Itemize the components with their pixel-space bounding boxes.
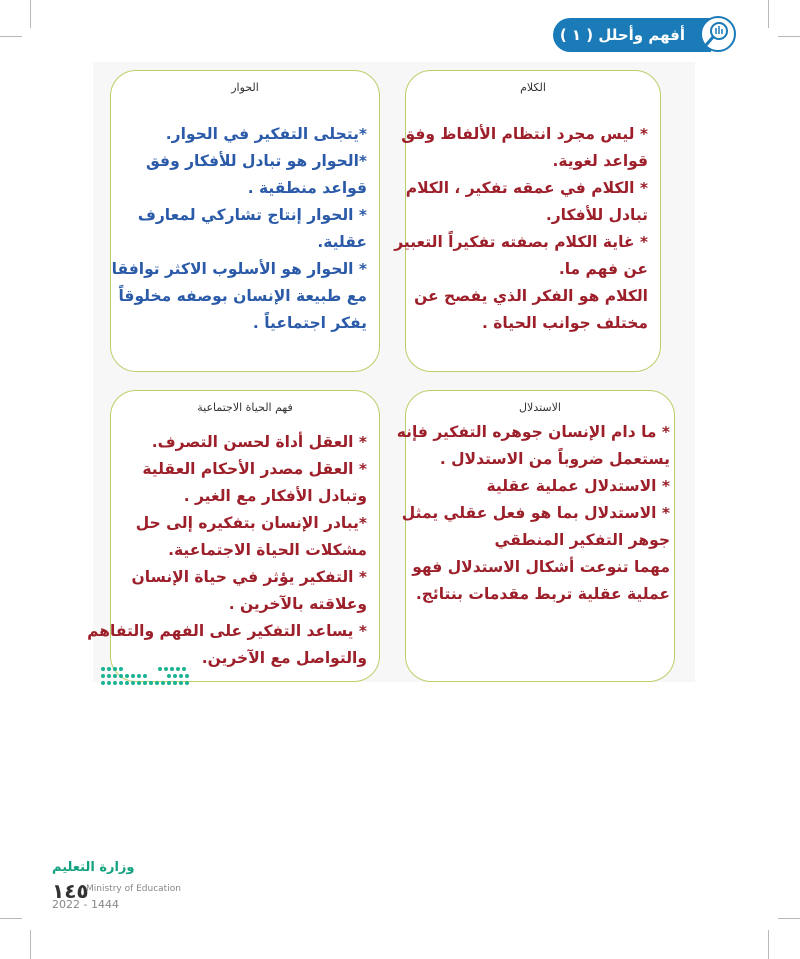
card-body	[111, 121, 367, 337]
section-header	[553, 18, 711, 52]
edition-year: 2022 - 1444	[52, 898, 119, 911]
card-line: * الحوار هو الأسلوب الاكثر توافقا	[111, 260, 367, 278]
card-line: يفكر اجتماعياً .	[252, 314, 367, 332]
crop-mark	[0, 918, 22, 919]
card-line: مع طبيعة الإنسان بوصفه مخلوقاً	[118, 287, 367, 305]
card-line: * ما دام الإنسان جوهره التفكير فإنه	[396, 423, 670, 441]
card-line: *يتجلى التفكير في الحوار.	[165, 125, 367, 143]
card-social-life	[87, 390, 380, 682]
card-line: * الاستدلال عملية عقلية	[486, 477, 670, 495]
card-line: *يبادر الإنسان بتفكيره إلى حل	[135, 514, 367, 532]
card-line: وعلاقته بالآخرين .	[228, 595, 367, 613]
card-line: * الحوار إنتاج تشاركي لمعارف	[137, 206, 367, 224]
crop-mark	[778, 36, 800, 37]
crop-mark	[768, 930, 769, 959]
card-line: مشكلات الحياة الاجتماعية.	[168, 541, 367, 559]
card-line: * يساعد التفكير على الفهم والتفاهم	[87, 622, 367, 640]
crop-mark	[30, 0, 31, 28]
card-line: عملية عقلية تربط مقدمات بنتائج.	[415, 585, 670, 603]
card-line: * ليس مجرد انتظام الألفاظ وفق	[401, 125, 648, 143]
card-title: الاستدلال	[519, 401, 561, 414]
ministry-logo-text: وزارة التعليم	[52, 860, 135, 875]
card-line: مهما تنوعت أشكال الاستدلال فهو	[412, 558, 670, 576]
card-line: * التفكير يؤثر في حياة الإنسان	[131, 568, 367, 586]
card-line: عقلية.	[317, 233, 367, 251]
card-body	[394, 121, 648, 337]
card-line: يستعمل ضروباً من الاستدلال .	[439, 450, 670, 468]
card-speech	[394, 70, 661, 372]
card-body	[87, 429, 367, 672]
card-title: الكلام	[520, 81, 546, 94]
crop-mark	[778, 918, 800, 919]
card-reasoning	[396, 390, 675, 682]
card-line: * الكلام في عمقه تفكير ، الكلام	[405, 179, 648, 197]
card-title: الحوار	[231, 81, 259, 94]
card-line: * الاستدلال بما هو فعل عقلي يمثل	[401, 504, 670, 522]
crop-mark	[768, 0, 769, 28]
decorative-dots-icon	[100, 665, 192, 687]
section-title: أفهم وأحلل ( ١ )	[559, 26, 685, 44]
page-number: ١٤٥	[52, 879, 89, 903]
crop-mark	[0, 36, 22, 37]
crop-mark	[30, 930, 31, 959]
card-line: قواعد منطقية .	[247, 179, 367, 197]
card-line: * العقل أداة لحسن التصرف.	[151, 433, 367, 451]
card-line: قواعد لغوية.	[552, 152, 648, 170]
card-line: وتبادل الأفكار مع الغير .	[183, 487, 367, 505]
card-line: تبادل للأفكار.	[545, 206, 648, 224]
card-line: *الحوار هو تبادل للأفكار وفق	[145, 152, 367, 170]
card-title: فهم الحياة الاجتماعية	[197, 401, 293, 414]
card-dialogue	[110, 70, 380, 372]
card-line: جوهر التفكير المنطقي	[494, 531, 670, 549]
card-body	[396, 419, 670, 608]
card-line: عن فهم ما.	[558, 260, 648, 278]
card-line: * العقل مصدر الأحكام العقلية	[142, 460, 367, 478]
card-line: مختلف جوانب الحياة .	[482, 314, 648, 332]
card-line: والتواصل مع الآخرين.	[201, 649, 367, 667]
magnifier-icon	[700, 16, 736, 52]
card-line: * غاية الكلام بصفته تفكيراً التعبير	[394, 233, 648, 251]
card-line: الكلام هو الفكر الذي يفصح عن	[414, 287, 648, 305]
ministry-subtitle: Ministry of Education	[86, 884, 181, 894]
